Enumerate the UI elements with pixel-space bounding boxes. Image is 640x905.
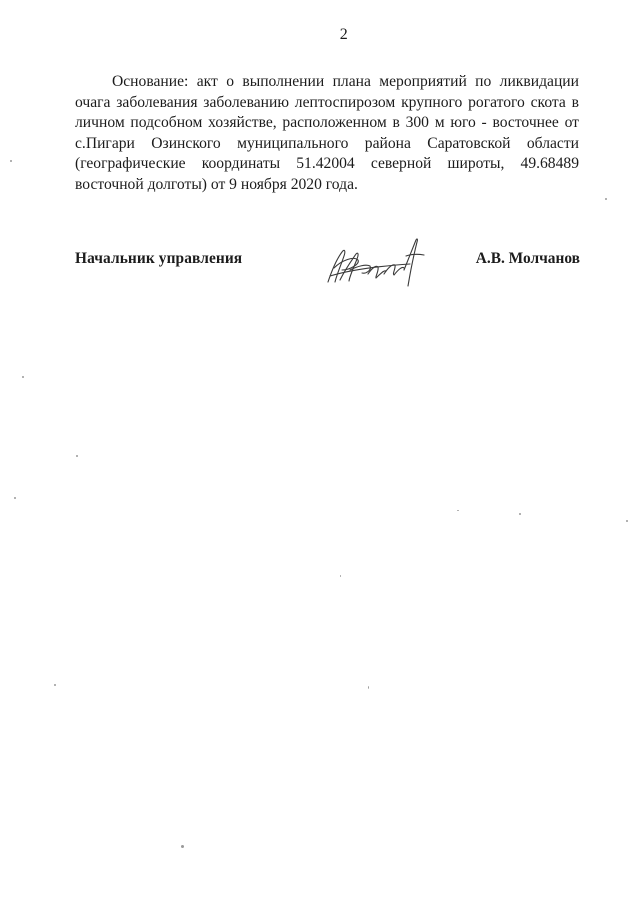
position-title: Начальник управления bbox=[75, 250, 243, 267]
handwritten-signature-icon bbox=[320, 230, 430, 290]
basis-paragraph: Основание: акт о выполнении плана мероприятий по ликвидации очага заболевания заболеванию лептоспирозом крупного рогатого скота в личном подсобном хозяйстве, расположенном в 300 м юго - восточнее от с.Пигари Озинского муниципального района Саратовской области (географические координаты 51.42004 северной широты, 49.68489 восточной долготы) от 9 ноября 2020 года. bbox=[75, 73, 579, 193]
page-number: 2 bbox=[339, 26, 349, 43]
signature-block bbox=[75, 240, 580, 290]
signer-name: А.В. Молчанов bbox=[475, 250, 580, 267]
